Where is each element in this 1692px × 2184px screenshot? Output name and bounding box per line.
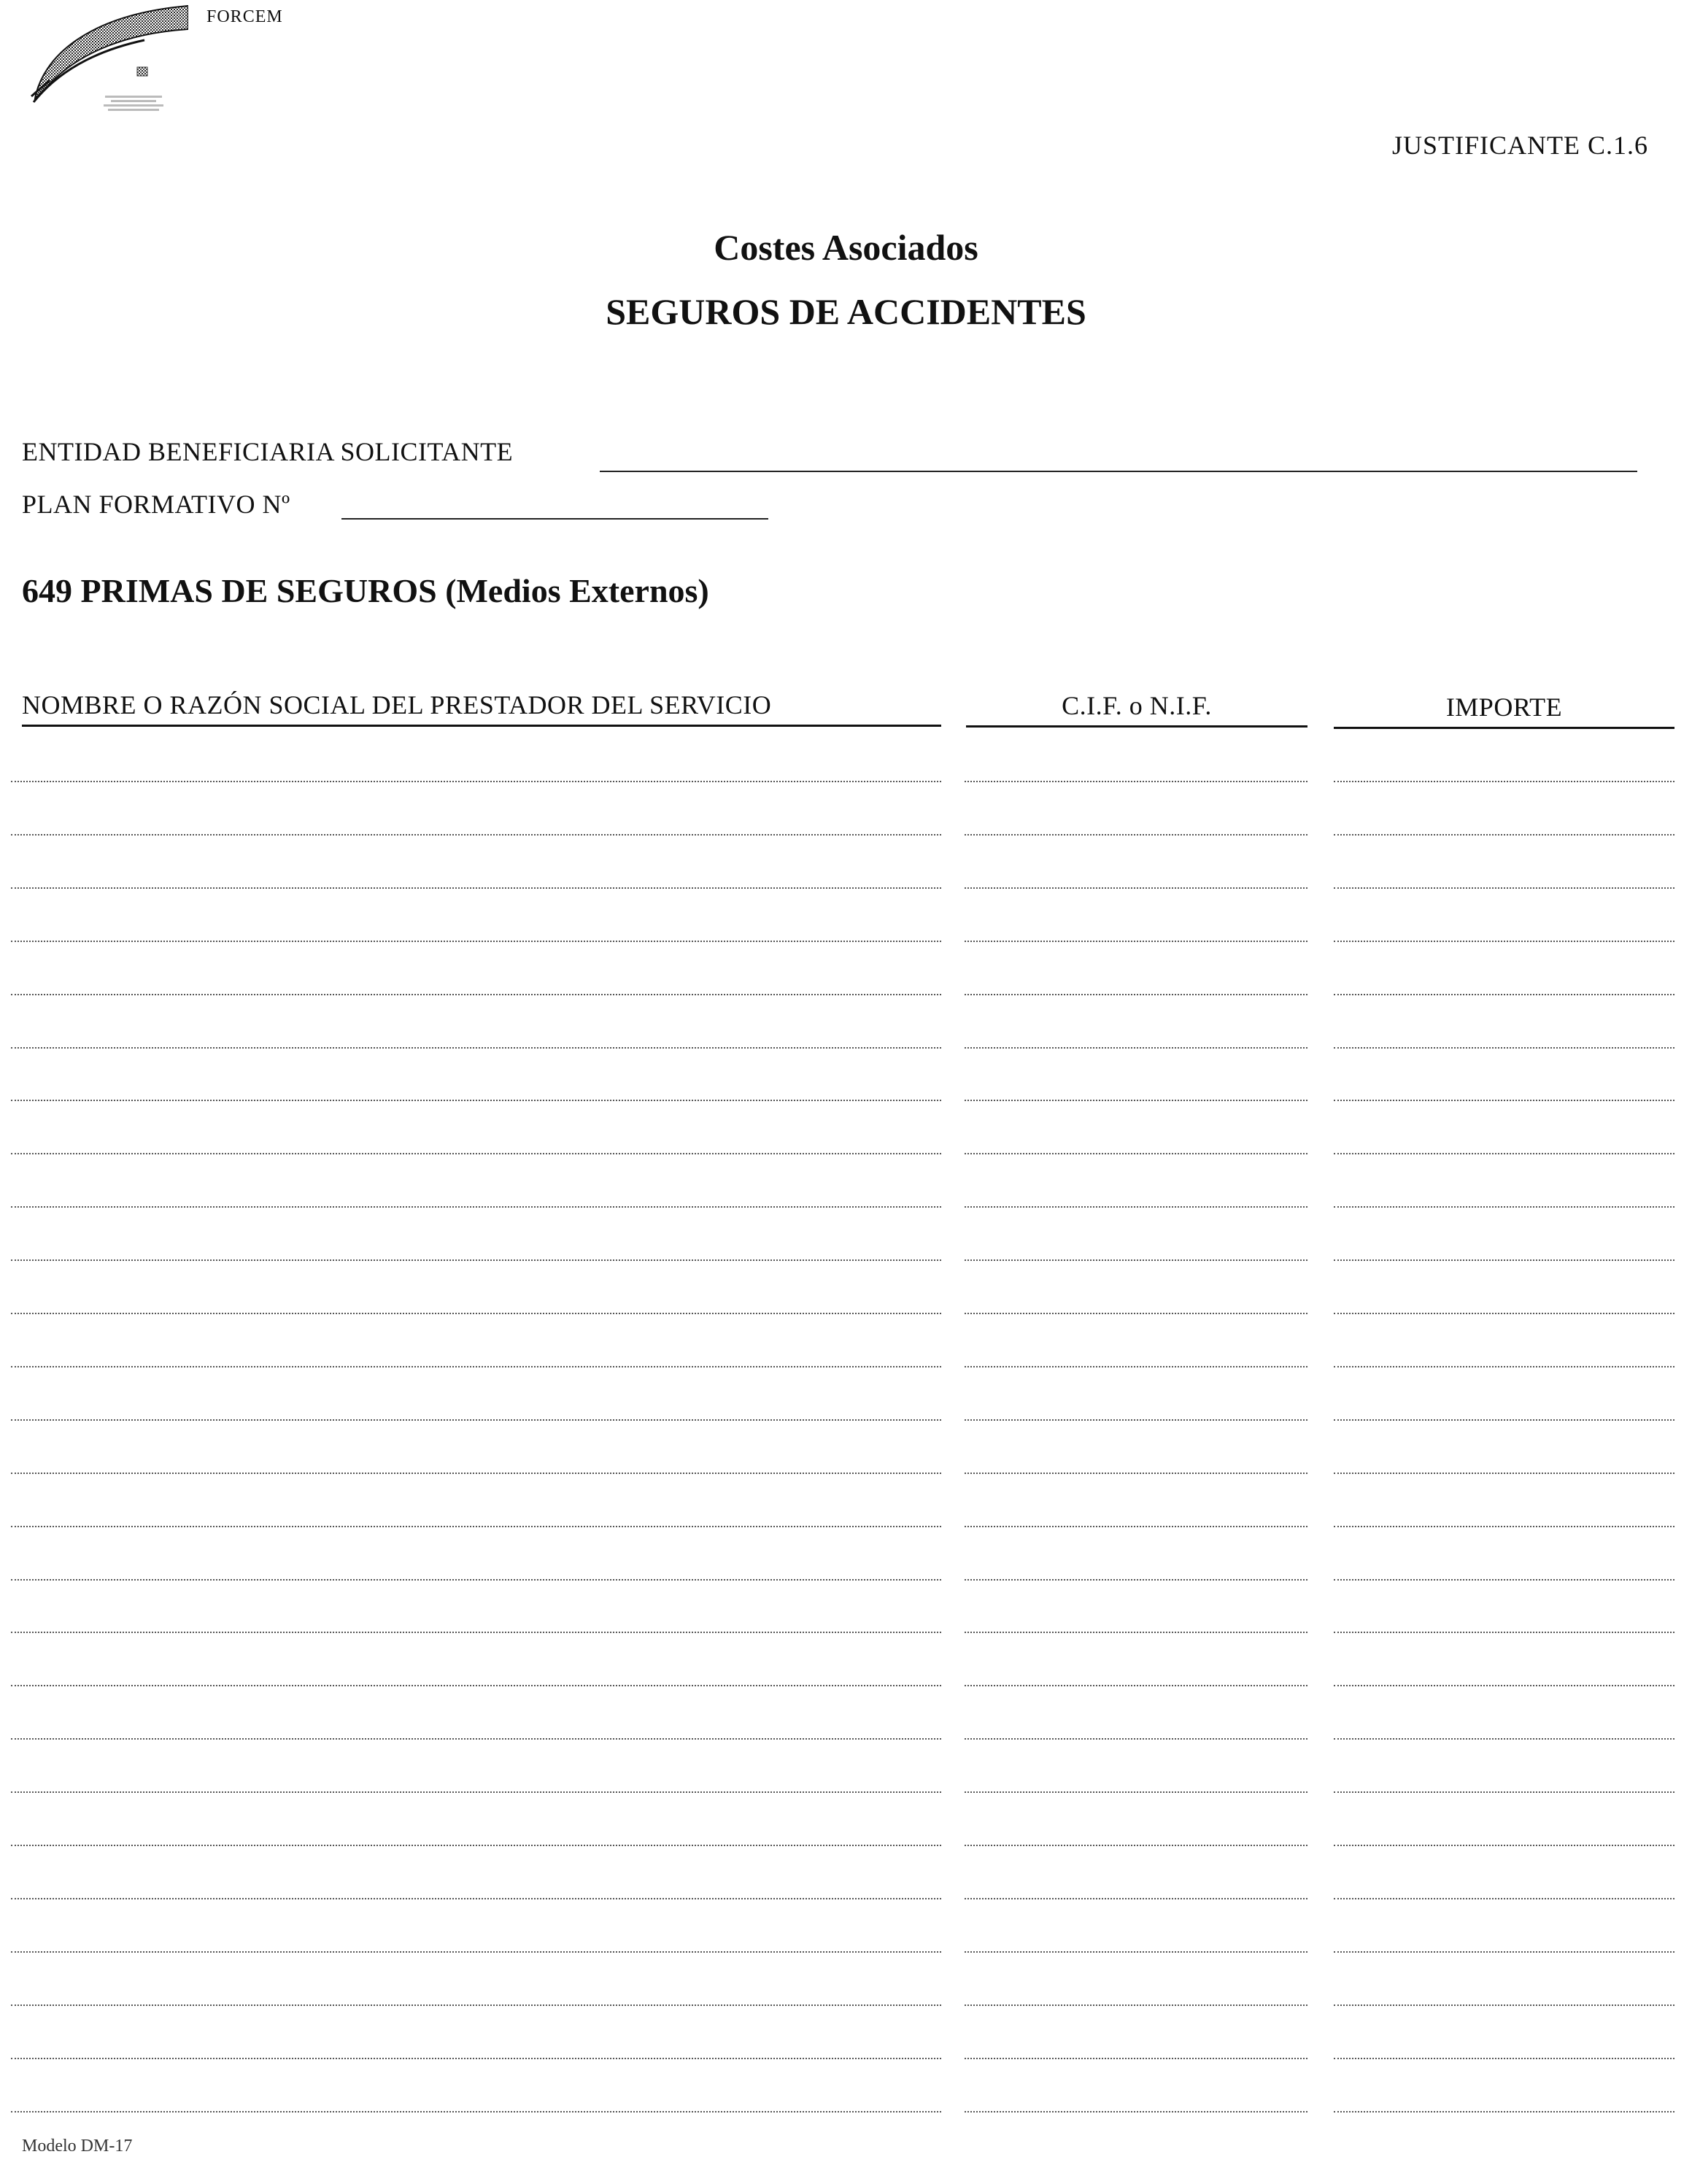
cif-cell[interactable] [965, 1526, 1307, 1527]
page-title: Costes Asociados [714, 227, 978, 268]
importe-cell[interactable] [1334, 1100, 1674, 1101]
importe-cell[interactable] [1334, 1206, 1674, 1208]
nombre-cell[interactable] [11, 1259, 941, 1261]
cif-cell[interactable] [965, 1419, 1307, 1421]
importe-cell[interactable] [1334, 1685, 1674, 1686]
nombre-cell[interactable] [11, 941, 941, 942]
nombre-cell[interactable] [11, 1206, 941, 1208]
entidad-field[interactable] [600, 471, 1637, 472]
importe-cell[interactable] [1334, 2004, 1674, 2006]
document-code: JUSTIFICANTE C.1.6 [1391, 131, 1648, 160]
cif-cell[interactable] [965, 1313, 1307, 1314]
nombre-cell[interactable] [11, 1738, 941, 1740]
nombre-cell[interactable] [11, 1313, 941, 1314]
cif-cell[interactable] [965, 781, 1307, 782]
importe-cell[interactable] [1334, 887, 1674, 889]
column-header-nombre: NOMBRE O RAZÓN SOCIAL DEL PRESTADOR DEL SERVICIO [22, 690, 941, 727]
nombre-cell[interactable] [11, 1845, 941, 1846]
nombre-cell[interactable] [11, 1791, 941, 1793]
cif-cell[interactable] [965, 1951, 1307, 1953]
cif-cell[interactable] [965, 1685, 1307, 1686]
column-header-cif: C.I.F. o N.I.F. [966, 690, 1307, 728]
nombre-cell[interactable] [11, 1951, 941, 1953]
cif-cell[interactable] [965, 1366, 1307, 1367]
cif-cell[interactable] [965, 1206, 1307, 1208]
importe-cell[interactable] [1334, 1738, 1674, 1740]
nombre-cell[interactable] [11, 1153, 941, 1154]
cif-cell[interactable] [965, 834, 1307, 836]
importe-cell[interactable] [1334, 1791, 1674, 1793]
importe-cell[interactable] [1334, 941, 1674, 942]
importe-cell[interactable] [1334, 1366, 1674, 1367]
nombre-cell[interactable] [11, 781, 941, 782]
nombre-cell[interactable] [11, 887, 941, 889]
nombre-cell[interactable] [11, 2004, 941, 2006]
nombre-cell[interactable] [11, 1473, 941, 1474]
importe-cell[interactable] [1334, 1153, 1674, 1154]
cif-cell[interactable] [965, 2004, 1307, 2006]
cif-cell[interactable] [965, 887, 1307, 889]
importe-cell[interactable] [1334, 1526, 1674, 1527]
nombre-cell[interactable] [11, 1366, 941, 1367]
cif-cell[interactable] [965, 2058, 1307, 2059]
footer-model: Modelo DM-17 [22, 2137, 133, 2156]
cif-cell[interactable] [965, 941, 1307, 942]
cif-cell[interactable] [965, 1632, 1307, 1633]
importe-cell[interactable] [1334, 1898, 1674, 1899]
importe-cell[interactable] [1334, 1632, 1674, 1633]
logo-name: FORCEM [206, 7, 283, 26]
importe-cell[interactable] [1334, 781, 1674, 782]
column-header-importe: IMPORTE [1334, 692, 1674, 729]
nombre-cell[interactable] [11, 1526, 941, 1527]
cif-cell[interactable] [965, 1738, 1307, 1740]
importe-cell[interactable] [1334, 1951, 1674, 1953]
nombre-cell[interactable] [11, 2058, 941, 2059]
importe-cell[interactable] [1334, 2058, 1674, 2059]
cif-cell[interactable] [965, 1845, 1307, 1846]
nombre-cell[interactable] [11, 994, 941, 995]
logo-caption [101, 93, 166, 113]
entidad-label: ENTIDAD BENEFICIARIA SOLICITANTE [22, 437, 514, 466]
cif-cell[interactable] [965, 1579, 1307, 1581]
nombre-cell[interactable] [11, 1100, 941, 1101]
cif-cell[interactable] [965, 1100, 1307, 1101]
importe-cell[interactable] [1334, 834, 1674, 836]
cif-cell[interactable] [965, 1898, 1307, 1899]
cif-cell[interactable] [965, 2111, 1307, 2112]
cif-cell[interactable] [965, 1259, 1307, 1261]
nombre-cell[interactable] [11, 1898, 941, 1899]
importe-cell[interactable] [1334, 1047, 1674, 1049]
section-heading: 649 PRIMAS DE SEGUROS (Medios Externos) [22, 572, 709, 609]
nombre-cell[interactable] [11, 1685, 941, 1686]
importe-cell[interactable] [1334, 994, 1674, 995]
nombre-cell[interactable] [11, 834, 941, 836]
page-subtitle: SEGUROS DE ACCIDENTES [606, 291, 1086, 332]
plan-field[interactable] [341, 518, 768, 520]
cif-cell[interactable] [965, 994, 1307, 995]
nombre-cell[interactable] [11, 1419, 941, 1421]
nombre-cell[interactable] [11, 1047, 941, 1049]
importe-cell[interactable] [1334, 1313, 1674, 1314]
cif-cell[interactable] [965, 1473, 1307, 1474]
nombre-cell[interactable] [11, 1632, 941, 1633]
importe-cell[interactable] [1334, 1579, 1674, 1581]
importe-cell[interactable] [1334, 1259, 1674, 1261]
importe-cell[interactable] [1334, 1845, 1674, 1846]
importe-cell[interactable] [1334, 1419, 1674, 1421]
importe-cell[interactable] [1334, 2111, 1674, 2112]
nombre-cell[interactable] [11, 2111, 941, 2112]
cif-cell[interactable] [965, 1047, 1307, 1049]
importe-cell[interactable] [1334, 1473, 1674, 1474]
plan-label: PLAN FORMATIVO Nº [22, 490, 290, 519]
cif-cell[interactable] [965, 1153, 1307, 1154]
nombre-cell[interactable] [11, 1579, 941, 1581]
cif-cell[interactable] [965, 1791, 1307, 1793]
